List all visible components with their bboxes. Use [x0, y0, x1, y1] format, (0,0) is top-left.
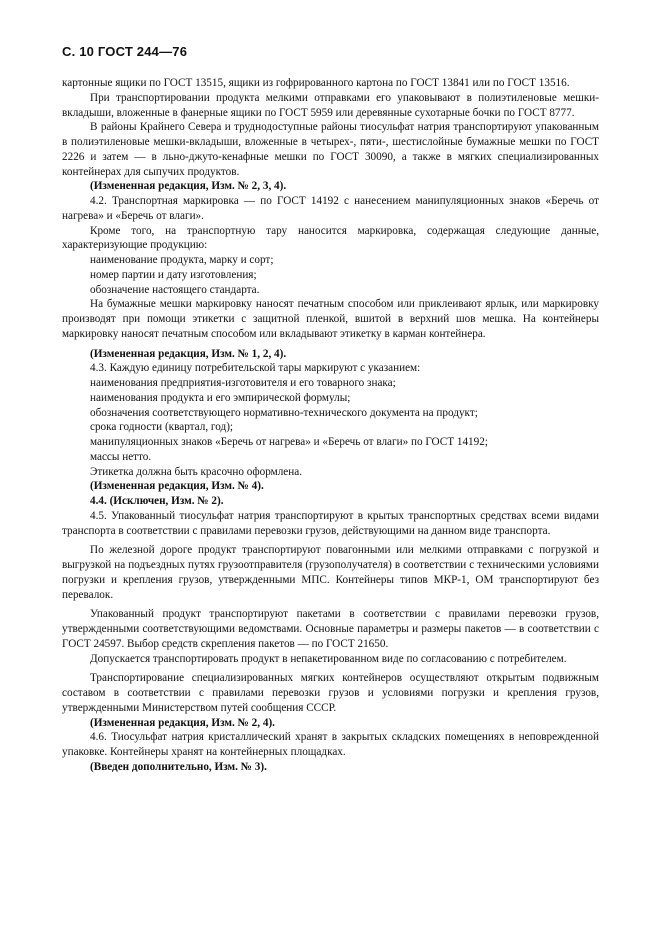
amendment-note: (Измененная редакция, Изм. № 2, 3, 4). [90, 180, 287, 193]
paragraph: Транспортирование специализированных мягких контейнеров осуществляют открытым подвижным составом в соответствии с правилами перевозки грузов и условиями погрузки и крепления грузов, утвержденными Министерством путей сообщения СССР. [62, 672, 599, 714]
amendment-note: (Измененная редакция, Изм. № 4). [90, 480, 264, 493]
clause-4-3: 4.3. Каждую единицу потребительской тары маркируют с указанием: [90, 362, 421, 375]
list-item: наименования продукта и его эмпирической формулы; [90, 391, 351, 404]
amendment-note: (Измененная редакция, Изм. № 1, 2, 4). [90, 347, 287, 360]
amendment-note: (Измененная редакция, Изм. № 2, 4). [90, 716, 275, 729]
paragraph: При транспортировании продукта мелкими отправками его упаковывают в полиэтиленовые мешки-вкладыши, вложенные в фанерные ящики по ГОСТ 5959 или деревянные сухотарные бочки по ГОСТ 8777. [62, 91, 599, 119]
paragraph: картонные ящики по ГОСТ 13515, ящики из гофрированного картона по ГОСТ 13841 или по ГОСТ 13516. [62, 77, 570, 89]
list-item: обозначение настоящего стандарта. [90, 283, 260, 296]
list-item: номер партии и дату изготовления; [90, 268, 257, 281]
paragraph: Этикетка должна быть красочно оформлена. [90, 465, 303, 478]
clause-4-4: 4.4. (Исключен, Изм. № 2). [90, 495, 224, 507]
list-item: массы нетто. [90, 450, 152, 463]
list-item: наименования предприятия-изготовителя и его товарного знака; [90, 377, 396, 389]
list-item: срока годности (квартал, год); [90, 421, 234, 434]
paragraph: Упакованный продукт транспортируют пакетами в соответствии с правилами перевозки грузов, утвержденными соответствующими ведомствами. Основные параметры и размеры пакетов — в соответствии с ГОСТ 24597. Выбор средств скрепления пакетов — по ГОСТ 21650. [62, 608, 599, 650]
paragraph: На бумажные мешки маркировку наносят печатным способом или приклеивают ярлык, или маркировку производят при помощи этикетки с защитной пленкой, вшитой в верхний шов мешка. На контейнеры маркировку наносят печатным способом или вкладывают этикетку в карман контейнера. [62, 298, 599, 340]
amendment-note: (Введен дополнительно, Изм. № 3). [90, 760, 267, 773]
page-header: С. 10 ГОСТ 244—76 [62, 44, 188, 59]
paragraph: По железной дороге продукт транспортируют повагонными или мелкими отправками с погрузкой и выгрузкой на подъездных путях грузоотправителя (грузополучателя) в соответствии с техническими условиями погрузки и крепления грузов, утвержденными МПС. Контейнеры типов МКР-1, ОМ транспортируют без перевалок. [62, 544, 599, 601]
list-item: наименование продукта, марку и сорт; [90, 254, 274, 266]
list-item: манипуляционных знаков «Беречь от нагрева» и «Беречь от влаги» по ГОСТ 14192; [90, 436, 488, 448]
paragraph: В районы Крайнего Севера и труднодоступные районы тиосульфат натрия транспортируют упакованным в полиэтиленовые мешки-вкладыши, вложенные в четырех-, пяти-, шестислойные бумажные мешки по ГОСТ 2226 и затем — в льно-джуто-кенафные мешки по ГОСТ 30090, а также в мягких специализированных контейнерах для сыпучих продуктов. [62, 121, 599, 178]
list-item: обозначения соответствующего нормативно-технического документа на продукт; [90, 406, 478, 419]
clause-4-2: 4.2. Транспортная маркировка — по ГОСТ 14192 с нанесением манипуляционных знаков «Беречь от нагрева» и «Беречь от влаги». [62, 195, 599, 222]
paragraph: Кроме того, на транспортную тару наносится маркировка, содержащая следующие данные, характеризующие продукцию: [62, 224, 599, 252]
clause-4-6: 4.6. Тиосульфат натрия кристаллический хранят в закрытых складских помещениях в неповрежденной упаковке. Контейнеры хранят на контейнерных площадках. [62, 731, 599, 758]
clause-4-5: 4.5. Упакованный тиосульфат натрия транспортируют в крытых транспортных средствах всеми видами транспорта в соответствии с правилами перевозки грузов, действующими на данном виде транспорта. [62, 509, 599, 537]
paragraph: Допускается транспортировать продукт в непакетированном виде по согласованию с потребителем. [90, 652, 567, 665]
